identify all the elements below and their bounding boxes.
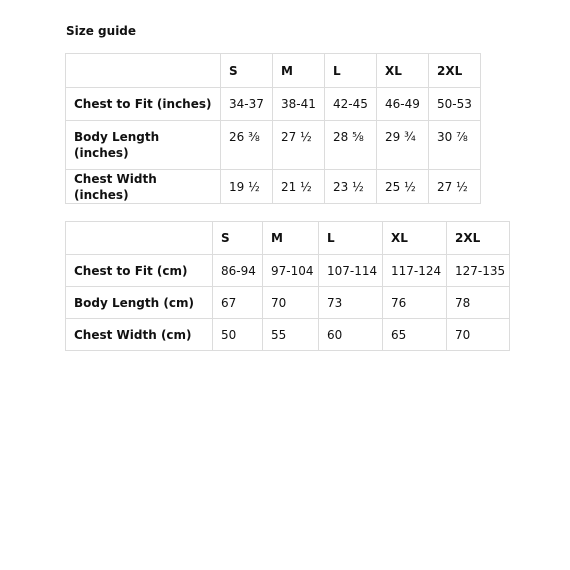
table-header-row [66,54,481,88]
table-cell: 28 ⅝ [325,121,377,170]
table-row [66,170,481,204]
table-cell: 29 ¾ [377,121,429,170]
size-table-cm [65,221,510,351]
table-cell: 70 [447,319,510,351]
table-row [66,255,510,287]
header-cell-2xl: 2XL [429,54,481,88]
table-cell: 55 [263,319,319,351]
table-cell: 34-37 [221,88,273,121]
table-cell: 25 ½ [377,170,429,204]
table-cell: 67 [213,287,263,319]
row-label-body-length: Body Length (cm) [66,287,213,319]
header-cell-l: L [319,222,383,255]
row-label-chest-width: Chest Width (inches) [66,170,221,204]
header-cell-xl: XL [383,222,447,255]
table-cell: 127-135 [447,255,510,287]
table-cell: 50-53 [429,88,481,121]
table-header-row [66,222,510,255]
row-label-chest-to-fit: Chest to Fit (cm) [66,255,213,287]
table-cell: 42-45 [325,88,377,121]
table-cell: 70 [263,287,319,319]
table-cell: 19 ½ [221,170,273,204]
row-label-body-length: Body Length (inches) [66,121,221,170]
table-cell: 50 [213,319,263,351]
table-cell: 86-94 [213,255,263,287]
header-cell-empty [66,54,221,88]
header-cell-m: M [263,222,319,255]
table-cell: 46-49 [377,88,429,121]
size-table-inches [65,53,481,204]
table-cell: 23 ½ [325,170,377,204]
row-label-chest-to-fit: Chest to Fit (inches) [66,88,221,121]
table-cell: 73 [319,287,383,319]
table-cell: 21 ½ [273,170,325,204]
header-cell-l: L [325,54,377,88]
row-label-chest-width: Chest Width (cm) [66,319,213,351]
table-cell: 117-124 [383,255,447,287]
table-cell: 30 ⅞ [429,121,481,170]
table-cell: 107-114 [319,255,383,287]
table-cell: 27 ½ [273,121,325,170]
header-cell-xl: XL [377,54,429,88]
table-cell: 78 [447,287,510,319]
table-cell: 26 ⅜ [221,121,273,170]
table-cell: 27 ½ [429,170,481,204]
table-row [66,319,510,351]
header-cell-2xl: 2XL [447,222,510,255]
table-cell: 60 [319,319,383,351]
page-title: Size guide [66,24,137,38]
header-cell-empty [66,222,213,255]
table-row [66,287,510,319]
table-cell: 38-41 [273,88,325,121]
table-cell: 65 [383,319,447,351]
header-cell-s: S [221,54,273,88]
header-cell-m: M [273,54,325,88]
header-cell-s: S [213,222,263,255]
table-row [66,121,481,170]
table-cell: 76 [383,287,447,319]
table-row [66,88,481,121]
table-cell: 97-104 [263,255,319,287]
